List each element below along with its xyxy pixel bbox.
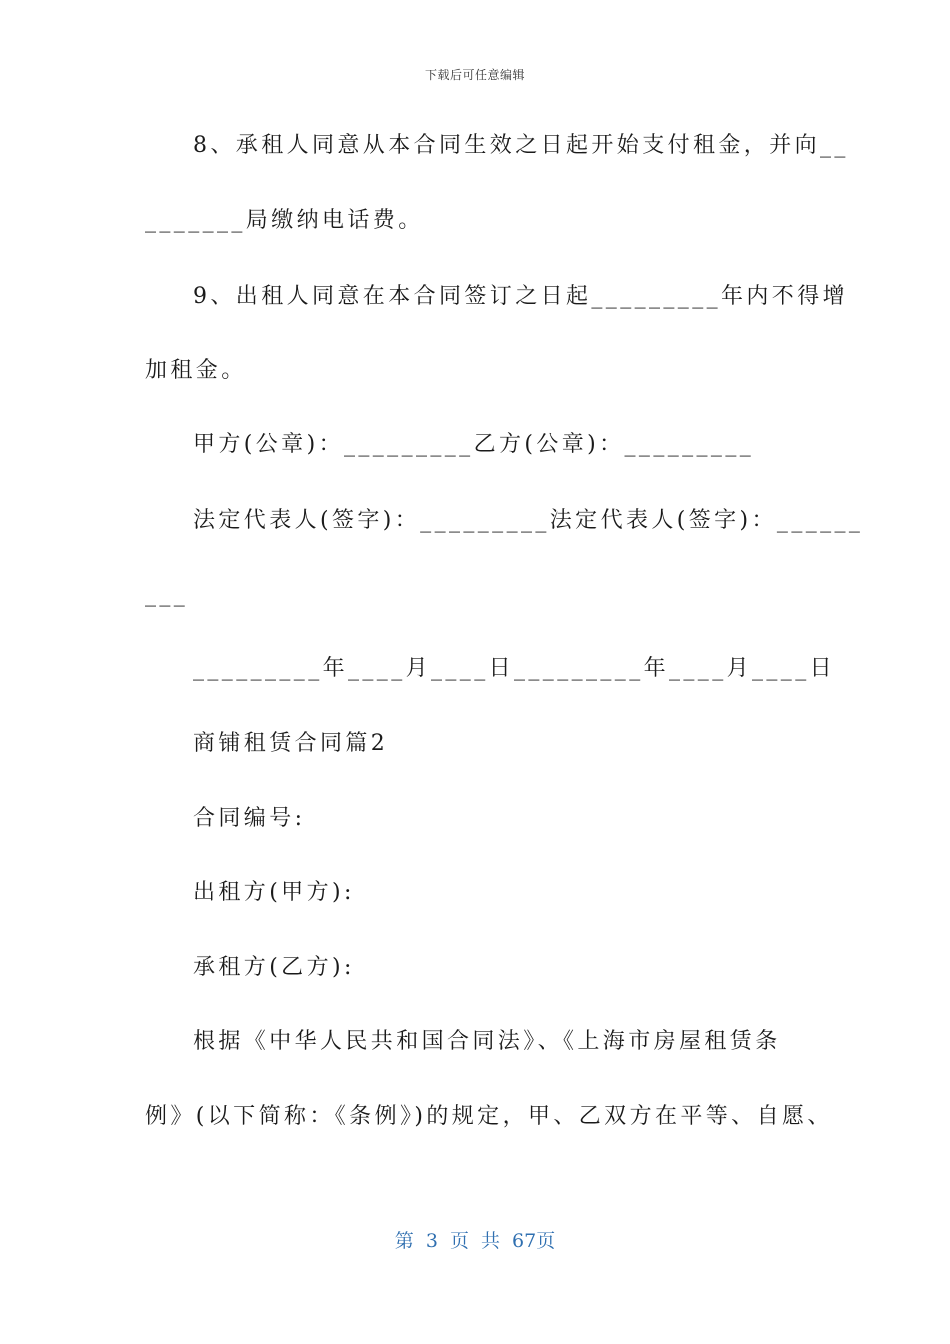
contract-number-label: 合同编号: (193, 806, 306, 831)
download-edit-note: 下载后可任意编辑 (424, 68, 525, 82)
clause-8-line-2: _______局缴纳电话费。 (145, 208, 424, 233)
legal-rep-signature-line-2: ___ (145, 582, 189, 607)
legal-rep-signature-line-1: 法定代表人(签字)：_________法定代表人(签字)：______ (193, 508, 864, 533)
preamble-line-2: 例》(以下简称：《条例》)的规定，甲、乙双方在平等、自愿、 (145, 1104, 833, 1129)
lessee-label: 承租方(乙方): (193, 955, 355, 980)
clause-9-line-1: 9、出租人同意在本合同签订之日起_________年内不得增 (193, 284, 848, 309)
date-line: _________年____月____日_________年____月____日 (193, 656, 836, 681)
section-title: 商铺租赁合同篇2 (193, 731, 389, 756)
clause-9-line-2: 加租金。 (145, 358, 247, 383)
clause-8-line-1: 8、承租人同意从本合同生效之日起开始支付租金，并向__ (193, 133, 849, 158)
party-seal-line: 甲方(公章)：_________乙方(公章)：_________ (193, 432, 755, 457)
page-number: 第 3 页 共 67页 (394, 1230, 556, 1252)
lessor-label: 出租方(甲方): (193, 880, 355, 905)
preamble-line-1: 根据《中华人民共和国合同法》、《上海市房屋租赁条 (193, 1029, 781, 1054)
